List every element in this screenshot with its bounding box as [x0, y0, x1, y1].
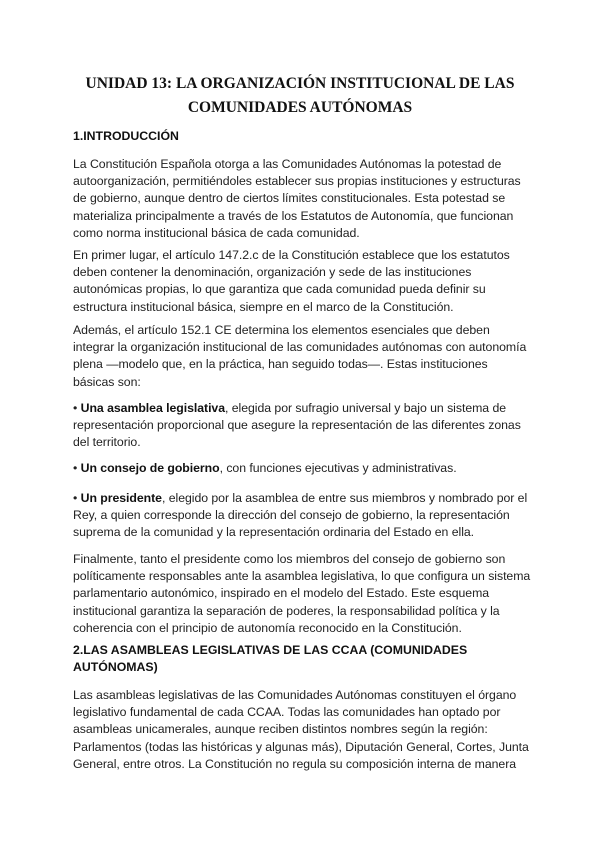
section-heading-introduccion: 1.INTRODUCCIÓN	[73, 129, 179, 143]
section-heading-asambleas: 2.LAS ASAMBLEAS LEGISLATIVAS DE LAS CCAA (COMUNIDADES AUTÓNOMAS)	[73, 643, 468, 674]
bullet-marker: •	[73, 491, 81, 505]
page-title: UNIDAD 13: LA ORGANIZACIÓN INSTITUCIONAL DE LAS COMUNIDADES AUTÓNOMAS	[85, 75, 515, 116]
bullet-marker: •	[73, 461, 81, 475]
bullet-term: Una asamblea legislativa	[80, 401, 226, 415]
paragraph-intro-3: Además, el artículo 152.1 CE determina los elementos esenciales que deben integrar la organización institucional de las comunidades autónomas con autonomía plena —modelo que, en la práctica, han seguido todas—. Estas instituciones básicas son:	[73, 323, 527, 389]
bullet-item-asamblea	[73, 400, 531, 452]
bullet-term: Un consejo de gobierno	[80, 461, 220, 475]
paragraph-asambleas-1: Las asambleas legislativas de las Comunidades Autónomas constituyen el órgano legislativo fundamental de cada CCAA. Todas las comunidades han optado por asambleas unicamerales, aunque reciben distintos nombres según la región: Parlamentos (todas las históricas y algunas más), Diputación General, Cortes, Junta General, entre otros. La Constitución no regula su composición interna de manera	[73, 688, 529, 771]
bullet-marker: •	[73, 401, 81, 415]
bullet-item-presidente	[73, 490, 531, 542]
paragraph-intro-4: Finalmente, tanto el presidente como los miembros del consejo de gobierno son políticamente responsables ante la asamblea legislativa, lo que configura un sistema parlamentario autonómico, inspirado en el modelo del Estado. Este esquema institucional garantiza la separación de poderes, la responsabilidad política y la coherencia con el principio de autonomía reconocido en la Constitución.	[73, 552, 531, 635]
bullet-item-consejo	[73, 460, 531, 477]
bullet-text: , elegida por sufragio universal y bajo un sistema de representación proporcional que asegure la representación de las diferentes zonas del territorio.	[73, 401, 521, 450]
paragraph-intro-1: La Constitución Española otorga a las Comunidades Autónomas la potestad de autoorganización, permitiéndoles establecer sus propias instituciones y estructuras de gobierno, aunque dentro de ciertos límites constitucionales. Esta potestad se materializa principalmente a través de los Estatutos de Autonomía, que funcionan como norma institucional básica de cada comunidad.	[73, 157, 521, 240]
bullet-text: , con funciones ejecutivas y administrativas.	[219, 461, 457, 475]
paragraph-intro-2: En primer lugar, el artículo 147.2.c de la Constitución establece que los estatutos deben contener la denominación, organización y sede de las instituciones autonómicas propias, lo que garantiza que cada comunidad pueda definir su estructura institucional básica, siempre en el marco de la Constitución.	[73, 248, 510, 314]
bullet-text: , elegido por la asamblea de entre sus miembros y nombrado por el Rey, a quien corresponde la dirección del consejo de gobierno, la representación suprema de la comunidad y la representación ordinaria del Estado en ella.	[73, 491, 528, 540]
bullet-term: Un presidente	[80, 491, 162, 505]
